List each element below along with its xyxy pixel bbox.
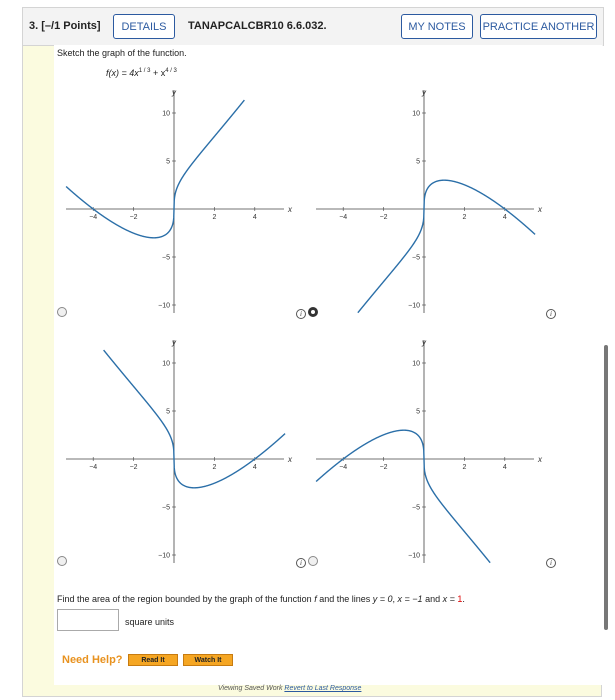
graph-option-1 [58, 85, 298, 315]
points-label: 3. [–/1 Points] [29, 20, 101, 32]
info-icon[interactable]: i [546, 309, 556, 319]
x-tick-label: 4 [502, 464, 507, 471]
y-tick-label: 5 [166, 408, 170, 416]
revert-link[interactable]: Revert to Last Response [284, 685, 362, 692]
area-y-eq: y = 0 [372, 594, 393, 604]
y-tick-label: 10 [412, 110, 420, 118]
y-tick-label: 5 [416, 158, 420, 166]
y-tick-label: −5 [412, 504, 420, 512]
radio-option-1[interactable] [57, 307, 67, 317]
y-tick-label: −10 [408, 552, 420, 560]
y-tick-label: 5 [416, 408, 420, 416]
area-question [57, 594, 465, 604]
x-tick-label: 4 [252, 214, 257, 221]
my-notes-button[interactable]: MY NOTES [401, 14, 473, 39]
x-axis-label: x [288, 205, 292, 214]
area-answer-input[interactable] [57, 609, 119, 631]
x-tick-label: 4 [502, 214, 507, 221]
radio-option-4[interactable] [308, 556, 318, 566]
x-tick-label: 2 [212, 464, 217, 471]
y-tick-label: 10 [412, 360, 420, 368]
info-icon[interactable]: i [296, 309, 306, 319]
x-tick-label: −4 [339, 464, 348, 471]
graph-option-4 [308, 335, 548, 565]
x-tick-label: 2 [462, 214, 467, 221]
x-tick-label: −4 [89, 464, 98, 471]
x-axis-label: x [538, 455, 542, 464]
units-label: square units [125, 617, 175, 627]
x-tick-label: 4 [252, 464, 257, 471]
func-mid: + x [150, 68, 166, 78]
area-comma: , [392, 594, 398, 604]
info-icon[interactable]: i [546, 558, 556, 568]
area-and: and [422, 594, 443, 604]
question-header [22, 7, 604, 46]
practice-another-button[interactable]: PRACTICE ANOTHER [480, 14, 597, 39]
area-x-eq2-val: 1 [457, 594, 463, 604]
y-tick-label: −10 [408, 302, 420, 310]
x-axis-label: x [288, 455, 292, 464]
details-button[interactable]: DETAILS [113, 14, 175, 39]
x-tick-label: −4 [339, 214, 348, 221]
x-tick-label: 2 [462, 464, 467, 471]
y-tick-label: −5 [162, 504, 170, 512]
func-exp2: 4 / 3 [165, 68, 177, 74]
graph-option-2 [308, 85, 548, 315]
function-curve [358, 180, 535, 313]
read-it-button[interactable]: Read It [128, 654, 178, 666]
area-f: f [314, 594, 317, 604]
y-axis-label: y [172, 338, 176, 347]
footer-text: Viewing Saved Work [218, 685, 285, 692]
y-tick-label: 10 [162, 360, 170, 368]
y-axis-label: y [422, 338, 426, 347]
area-x-eq2-lhs: x = [442, 594, 458, 604]
question-prompt: Sketch the graph of the function. [57, 48, 187, 58]
x-axis-label: x [538, 205, 542, 214]
func-lhs: f(x) = 4x [106, 68, 139, 78]
y-tick-label: −5 [162, 254, 170, 262]
area-period: . [462, 594, 465, 604]
function-expression [106, 68, 177, 78]
question-id: TANAPCALCBR10 6.6.032. [188, 20, 327, 32]
y-tick-label: −5 [412, 254, 420, 262]
x-tick-label: −2 [379, 464, 388, 471]
need-help-label: Need Help? [62, 654, 123, 666]
x-tick-label: 2 [212, 214, 217, 221]
y-axis-label: y [422, 88, 426, 97]
y-tick-label: −10 [158, 302, 170, 310]
watch-it-button[interactable]: Watch It [183, 654, 233, 666]
x-tick-label: −4 [89, 214, 98, 221]
area-text2: and the lines [316, 594, 373, 604]
footer-status [218, 685, 361, 692]
x-tick-label: −2 [129, 464, 138, 471]
scrollbar[interactable] [604, 345, 608, 630]
radio-option-2[interactable] [308, 307, 318, 317]
y-tick-label: 10 [162, 110, 170, 118]
radio-option-3[interactable] [57, 556, 67, 566]
func-exp1: 1 / 3 [138, 68, 151, 74]
y-axis-label: y [172, 88, 176, 97]
area-x-eq1: x = −1 [397, 594, 423, 604]
x-tick-label: −2 [129, 214, 138, 221]
graph-option-3 [58, 335, 298, 565]
area-text1: Find the area of the region bounded by the graph of the function [57, 594, 315, 604]
function-curve [316, 430, 490, 563]
info-icon[interactable]: i [296, 558, 306, 568]
x-tick-label: −2 [379, 214, 388, 221]
y-tick-label: −10 [158, 552, 170, 560]
y-tick-label: 5 [166, 158, 170, 166]
